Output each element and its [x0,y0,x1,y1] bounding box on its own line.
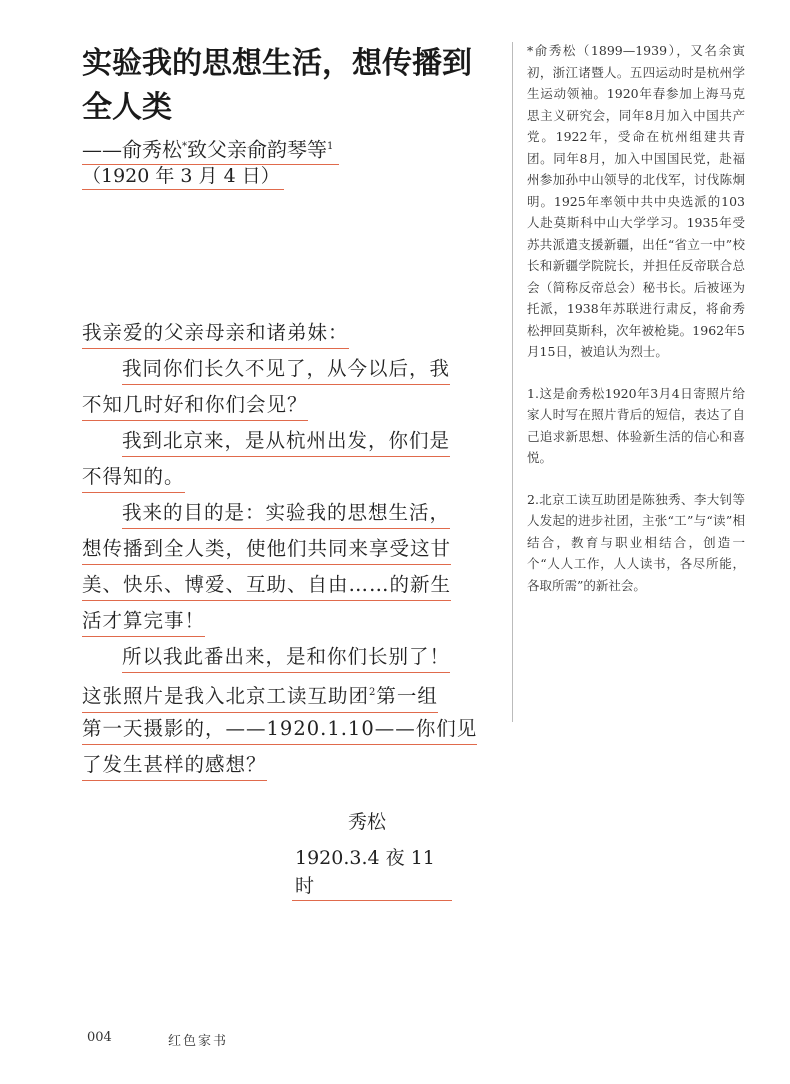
letter-line-part: 这张照片是我入北京工读互助团 [82,684,370,708]
letter-title: 实验我的思想生活，想传播到全人类 [82,46,472,125]
letter-line [82,678,438,713]
column-divider [512,42,513,722]
subtitle-author: ——俞秀松 [82,137,182,162]
letter-line: 不知几时好和你们会见？ [82,390,308,421]
side-notes [527,40,745,616]
letter-line: 我来的目的是：实验我的思想生活， [122,498,450,529]
letter-line: 美、快乐、博爱、互助、自由……的新生 [82,570,451,601]
letter-subtitle [82,133,339,165]
footnote-mark-2: 2 [369,687,377,698]
footnote-mark-1: 1 [327,141,334,152]
letter-line: 我到北京来，是从杭州出发，你们是 [122,426,450,457]
letter-line: 了发生甚样的感想？ [82,750,267,781]
letter-date: （1920 年 3 月 4 日） [82,163,284,190]
author-star-mark: * [182,141,187,152]
letter-line: 第一天摄影的，——1920.1.10——你们见 [82,714,477,745]
letter-line: 活才算完事！ [82,606,205,637]
page-number: 004 [87,1030,112,1045]
letter-line-part: 第一组 [376,684,438,708]
subtitle-recipient: 致父亲俞韵琴等 [187,137,327,162]
footnote-1: 1.这是俞秀松1920年3月4日寄照片给家人时写在照片背后的短信，表达了自己追求新思想、体验新生活的信心和喜悦。 [527,385,745,465]
letter-line: 不得知的。 [82,462,185,493]
salutation: 我亲爱的父亲母亲和诸弟妹： [82,318,349,349]
letter-line: 我同你们长久不见了，从今以后，我 [122,354,450,385]
letter-line: 想传播到全人类，使他们共同来享受这甘 [82,534,451,565]
footnote-2: 2.北京工读互助团是陈独秀、李大钊等人发起的进步社团，主张“工”与“读”相结合，教育与职业相结合，创造一个“人人工作，人人读书，各尽所能，各取所需”的新社会。 [527,491,745,593]
author-bio-note: *俞秀松（1899—1939），又名余寅初，浙江诸暨人。五四运动时是杭州学生运动领袖。1920年春参加上海马克思主义研究会，同年8月加入中国共产党。1922年，受命在杭州组建共青团。同年8月，加入中国国民党，赴福州参加孙中山领导的北伐军，讨伐陈炯明。1925年率领中共中央选派的103人赴莫斯科中山大学学习。1935年受苏共派遣支援新疆，出任“省立一中”校长和新疆学院院长，并担任反帝联合总会（简称反帝总会）秘书长。后被诬为托派，1938年苏联进行肃反，将俞秀松押回莫斯科，次年被枪毙。1962年5月15日，被追认为烈士。 [527,43,745,359]
letter-line: 所以我此番出来，是和你们长别了！ [122,642,450,673]
signature-date: 1920.3.4 夜 11 时 [292,844,452,901]
book-title: 红色家书 [168,1034,229,1049]
signature-name: 秀松 [348,811,387,833]
